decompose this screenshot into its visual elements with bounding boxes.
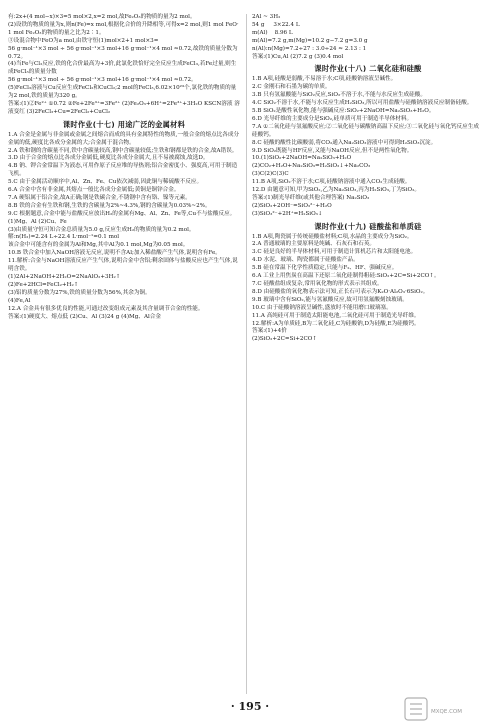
text-line: 12.解析:A为单质硅,B为二氧化硅,C为硅酸钠,D为硅酸,E为硅酸钙。	[252, 320, 420, 327]
text-line: 2.C 金刚石和石墨为碳的单质。	[252, 84, 331, 91]
text-line: (5)FeCl₃溶液与Cu反应生成FeCl₂和CuCl₂;2 mol的FeCl₃,6.02×10²³个,氯化铁的物质的量为2 mol,铁的质量为320 g。	[8, 85, 237, 100]
text-line: 3.B 只有氢氟酸能与SiO₂反应,SiO₂不溶于水,不能与水反应生成硅酸。	[252, 92, 426, 99]
left-column	[8, 14, 240, 321]
right-top-calc	[252, 14, 484, 61]
text-line: 6.A 合金中含有非金属,其熔点一般比各成分金属低;黄铜是铜锌合金。	[8, 187, 180, 194]
right-bottom-answers	[252, 234, 484, 345]
text-line: (4)Fe,Al	[8, 297, 31, 304]
text-line: 10.(1)SiO₂+2NaOH=Na₂SiO₃+H₂O	[252, 155, 352, 162]
text-line: 3.C 硅是良好的半导体材料,可用于制造计算机芯片和太阳能电池。	[252, 249, 417, 256]
text-line: (1)2Al+2NaOH+2H₂O=2NaAlO₂+3H₂↑	[8, 274, 121, 280]
text-line: 5.B 硅在常温下化学性质稳定,只能与F₂、HF、强碱反应。	[252, 265, 398, 272]
watermark-text: MXQE.COM	[431, 709, 462, 715]
text-line: 答案:(1)②Fe²⁺ ①0.72 ②Fe+2Fe³⁺=3Fe²⁺ (2)Fe₂O₃+6H⁺=2Fe³⁺+3H₂O KSCN溶液 溶液变红 (3)2FeCl₃+Cu=2FeCl₂+CuCl₂	[8, 100, 240, 115]
text-line: (3)C(2)C(3)C	[252, 171, 289, 178]
text-line: (2)CO₂+H₂O+Na₂SiO₃=H₂SiO₃↓+Na₂CO₃	[252, 163, 371, 170]
text-line: 1.B A项,硅酸是弱酸,不易溶于水;C项,硅酸钠溶液呈碱性。	[252, 76, 397, 83]
text-line: (2)Fe+2HCl=FeCl₂+H₂↑	[8, 281, 79, 288]
right-mid-answers	[252, 76, 484, 218]
text-line: 答案:(1)硬度大、熔点低 (2)Cu、Al (3)24 g (4)Mg、Al合金	[8, 313, 161, 320]
text-line: (1)Mg、Al (2)Cu、Fe	[8, 218, 67, 225]
text-line: 4.B 钠、钾合金常温下为液态,可用作原子反应堆的导热剂;铝合金密度小、强度高,可用于制造飞机。	[8, 163, 238, 178]
text-line: (2)SiO₂+2OH⁻=SiO₃²⁻+H₂O	[252, 202, 332, 209]
text-line: 8.B 铁的合金有生铁和钢,生铁的含碳量为2%~4.3%,钢的含碳量为0.03%~2%。	[8, 202, 211, 209]
text-line: 答案:(1)Cu,Al (2)7.2 g (3)0.4 mol	[252, 53, 344, 60]
page-number: · 195 ·	[230, 700, 270, 713]
text-line: 6.D 光导纤维的主要成分是SiO₂,硅单质可用于制造半导体材料。	[252, 115, 413, 122]
text-line: 4.D 水泥、玻璃、陶瓷都属于硅酸盐产品。	[252, 257, 359, 264]
text-line: 11.解析:合金与NaOH溶液反应产生气体,说明合金中含铝;剩余固体与盐酸反应也产生气体,说明含铁。	[8, 258, 238, 273]
watermark-lines-icon	[410, 704, 422, 714]
text-line: 解:n(H₂)=2.24 L÷22.4 L·mol⁻¹=0.1 mol	[8, 234, 120, 241]
left-body-answers	[8, 132, 240, 322]
text-line: 11.B A项,SiO₂不溶于水;C项,硅酸钠溶液中通入CO₂生成硅酸。	[252, 179, 411, 186]
text-line: 2.A 铁和钢的含碳量不同,铁中含碳量较高,钢中含碳量较低;生铁和钢都是铁的合金,故A错误。	[8, 147, 238, 154]
text-line: 12.A 合金具有很多优良的性能,可通过改变组成元素及其含量调节合金的性能。	[8, 305, 204, 312]
text-line: 5.C 由于金属活动顺序中,Al、Zn、Fe、Cu依次减弱,因此铜与稀硫酸不反应。	[8, 179, 203, 186]
left-top-answers	[8, 14, 240, 117]
text-line: 54 g 3×22.4 L	[252, 21, 300, 28]
text-line: 2Al ~ 3H₂	[252, 14, 281, 20]
text-line: 2.A 普通玻璃的主要原料是纯碱、石灰石和石英。	[252, 241, 376, 248]
text-line: (3)由质量守恒可知合金总质量为5.0 g,反应生成H₂的物质的量为0.2 mol。	[8, 226, 195, 233]
text-line: 5.B SiO₂是酸性氧化物,能与强碱反应:SiO₂+2NaOH=Na₂SiO₃+H₂O。	[252, 107, 435, 114]
text-line: 7.A ①二氧化硅与氢氟酸反应;②二氧化硅与碳酸钠高温下反应;③二氧化硅与氧化钙反应生成硅酸钙。	[252, 123, 479, 138]
column-divider	[246, 14, 247, 694]
text-line: (4)当Fe与Cl₂反应,铁的化合价最高为+3价,此氯化铁恰好完全反应生成FeCl₃,若Fe过量,则生成FeCl₃的质量分数	[8, 61, 237, 76]
text-line: 56 g·mol⁻¹×3 mol ÷ 56 g·mol⁻¹×3 mol+16 g·mol⁻¹×4 mol ≈0.72。	[8, 77, 197, 84]
text-line: 12.D 由题意可知,甲为SiO₂,乙为Na₂SiO₃,丙为H₂SiO₃,丁为SiO₂。	[252, 187, 420, 194]
text-line: 1.B A项,陶瓷属于传统硅酸盐材料;C项,水晶的主要成分为SiO₂。	[252, 233, 413, 240]
text-line: 56 g·mol⁻¹×3 mol ÷ 56 g·mol⁻¹×3 mol+16 g·mol⁻¹×4 mol ≈0.72,故铁的质量分数为0.72。	[8, 45, 238, 60]
text-line: (2)设铁的物质的量为x,则n(Fe)=x mol,根据化合价的升降相等,可得x=2 mol,则1 mol FeO·1 mol Fe₂O₃的物质的量之比为2∶1。	[8, 21, 239, 36]
section-heading-19: 课时作业(十九) 硅酸盐和单质硅	[314, 221, 422, 231]
text-line: 3.D 由于合金的熔点比各成分金属低,硬度比各成分金属大,且不易被腐蚀,故选D。	[8, 155, 209, 162]
text-line: n(Al):n(Mg)=7.2÷27 : 3.0÷24 ≈ 2.13 : 1	[252, 45, 367, 52]
text-line: 有:2x+(4 mol−x)×3=5 mol×2,x=2 mol,故Fe₂O₃的物质的量为2 mol。	[8, 14, 196, 20]
text-line: 9.B 玻璃中含有SiO₂,能与氢氟酸反应,故可用氢氟酸刻蚀玻璃。	[252, 296, 408, 303]
text-line: 10.B 铁合金中加入NaOH溶液无反应,说明不含Al;加入稀盐酸产生气体,说明含有Fe。	[8, 250, 221, 257]
text-line: 1.A 合金是金属与非金属或金属之间熔合而成的具有金属特性的物质,一般合金的熔点比各成分金属的低,硬度比各成分金属的大;合金属于混合物。	[8, 131, 240, 146]
text-line: 7.A 硬铝属于铝合金,故A正确;钢是铁碳合金,不锈钢中含有铬、镍等元素。	[8, 194, 191, 201]
text-line: 8.C 硅酸的酸性比碳酸弱,将CO₂通入Na₂SiO₃溶液中可得到H₂SiO₃沉淀。	[252, 139, 437, 146]
watermark-logo	[404, 696, 494, 724]
text-line: 9.C 根据题意,合金中能与盐酸反应放出H₂的金属有Mg、Al、Zn、Fe等,Cu不与盐酸反应。	[8, 210, 236, 217]
text-line: 11.A 高纯硅可用于制造太阳能电池,二氧化硅可用于制造光导纤维。	[252, 312, 420, 319]
text-line: ③设混合物中FeO为a mol,由铁守恒(1)mol×2+1 mol×3=	[8, 37, 159, 44]
text-line: 10.C 由于硅酸钠溶液呈碱性,盛放时不能用磨口玻璃塞。	[252, 304, 392, 311]
section-heading-18: 课时作业(十八) 二氧化硅和硅酸	[314, 64, 422, 74]
text-line: 9.D SiO₂既能与HF反应,又能与NaOH反应,但不是两性氧化物。	[252, 147, 413, 154]
section-heading-17: 课时作业(十七) 用途广泛的金属材料	[62, 119, 186, 129]
text-line: (3)铝的质量分数为27%,铁的质量分数为56%,其余为铜。	[8, 289, 151, 296]
text-line: (2)SiO₂+2C=Si+2CO↑	[252, 336, 318, 343]
text-line: 4.C SiO₂不溶于水,不能与水反应生成H₂SiO₃,所以可用盐酸与硅酸钠溶液反应制备硅酸。	[252, 100, 473, 107]
text-line: (3)SiO₃²⁻+2H⁺=H₂SiO₃↓	[252, 210, 323, 217]
text-line: 答案:(1)+4价	[252, 328, 287, 335]
text-line: 6.A 工业上用焦炭在高温下还原二氧化硅制得粗硅:SiO₂+2C=Si+2CO↑。	[252, 273, 440, 280]
text-line: m(Al) 8.96 L	[252, 29, 293, 36]
text-line: 7.C 硅酸盐组成复杂,常用氧化物的形式表示其组成。	[252, 281, 383, 287]
text-line: 答案:(1)制光导纤维(或其他合理答案) Na₂SiO₃	[252, 194, 370, 201]
text-line: m(Al)=7.2 g,m(Mg)=10.2 g−7.2 g=3.0 g	[252, 37, 368, 44]
right-column	[252, 14, 484, 344]
text-line: 该合金中可能含有的金属为Al和Mg,其中Al为0.1 mol,Mg为0.05 mol。	[8, 242, 189, 249]
text-line: 8.D 由硅酸盐的氧化物表示法可知,正长石可表示为K₂O·Al₂O₃·6SiO₂。	[252, 288, 429, 295]
